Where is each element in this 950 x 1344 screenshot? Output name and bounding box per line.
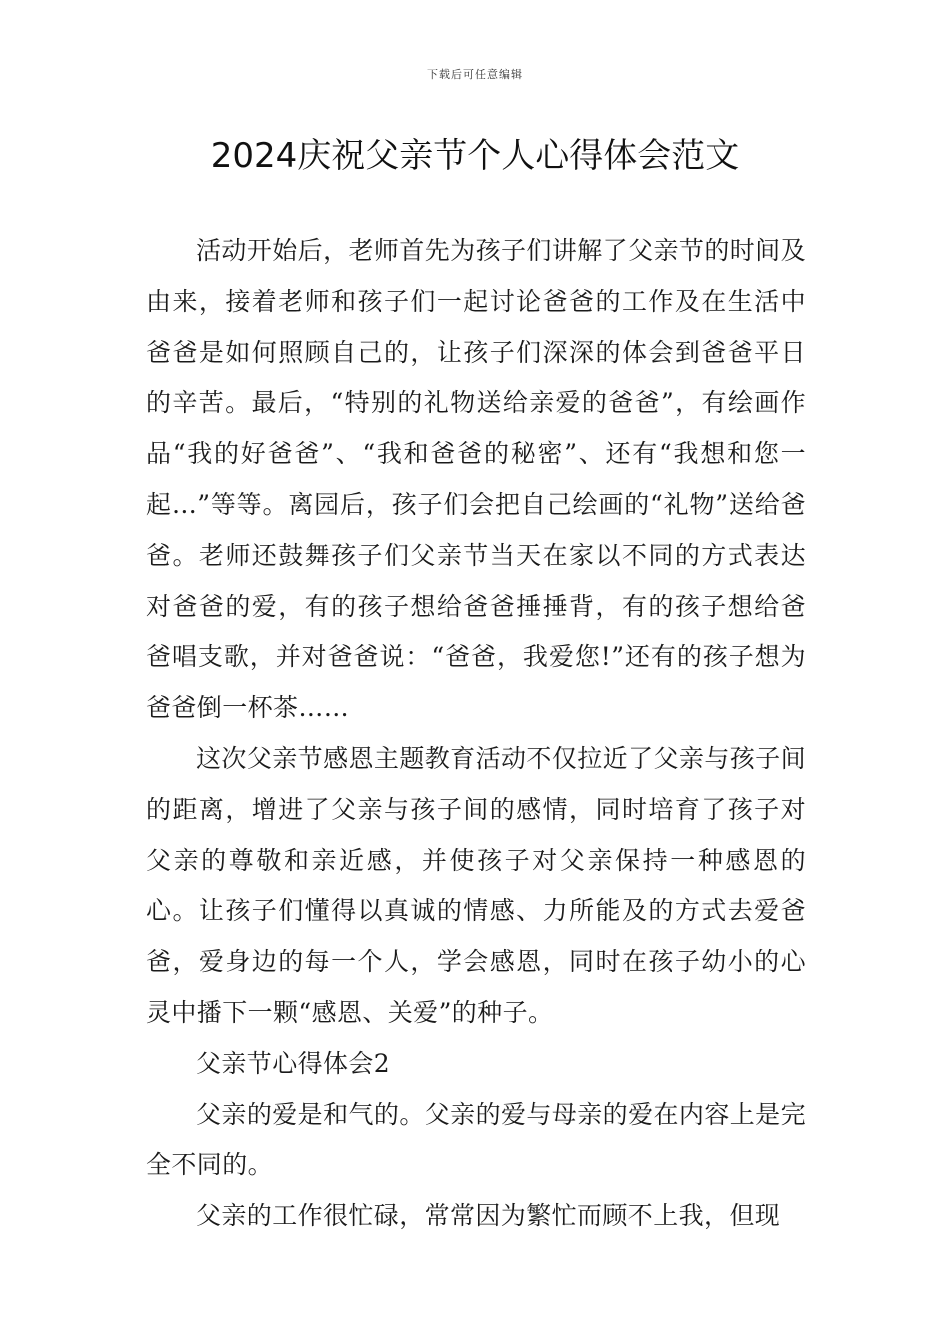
paragraph-3: 父亲的爱是和气的。父亲的爱与母亲的爱在内容上是完全不同的。 <box>146 1099 806 1180</box>
paragraph-2: 这次父亲节感恩主题教育活动不仅拉近了父亲与孩子间的距离，增进了父亲与孩子间的感情，同时培育了孩子对父亲的尊敬和亲近感，并使孩子对父亲保持一种感恩的心。让孩子们懂得以真诚的情感、力所能及的方式去爱爸爸，爱身边的每一个人，学会感恩，同时在孩子幼小的心灵中播下一颗“感恩、关爱”的种子。 <box>146 743 806 1027</box>
document-title: 2024庆祝父亲节个人心得体会范文 <box>210 136 740 176</box>
header-note: 下载后可任意编辑 <box>427 68 523 81</box>
document-body <box>146 226 806 1242</box>
section-heading: 父亲节心得体会2 <box>196 1048 391 1078</box>
paragraph-4: 父亲的工作很忙碌，常常因为繁忙而顾不上我，但现 <box>196 1201 781 1231</box>
paragraph-1: 活动开始后，老师首先为孩子们讲解了父亲节的时间及由来，接着老师和孩子们一起讨论爸爸的工作及在生活中爸爸是如何照顾自己的，让孩子们深深的体会到爸爸平日的辛苦。最后，“特别的礼物送给亲爱的爸爸”，有绘画作品“我的好爸爸”、“我和爸爸的秘密”、还有“我想和您一起…”等等。离园后，孩子们会把自己绘画的“礼物”送给爸爸。老师还鼓舞孩子们父亲节当天在家以不同的方式表达对爸爸的爱，有的孩子想给爸爸捶捶背，有的孩子想给爸爸唱支歌，并对爸爸说：“爸爸，我爱您!”还有的孩子想为爸爸倒一杯茶…… <box>146 236 806 723</box>
